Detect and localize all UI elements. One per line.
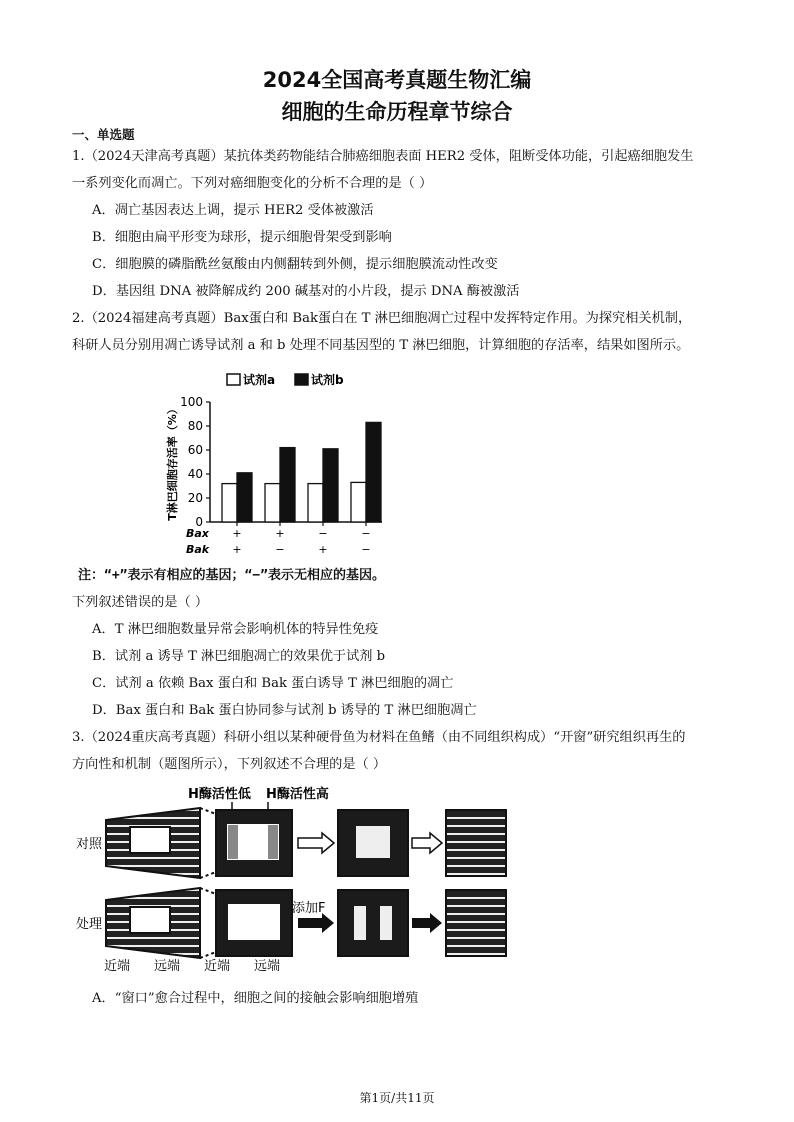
row-label-bax: Bax	[186, 527, 209, 540]
q2-option-b: B．试剂 a 诱导 T 淋巴细胞凋亡的效果优于试剂 b	[92, 649, 386, 664]
treat-healing	[338, 890, 408, 956]
y-tick-label: 40	[187, 467, 203, 481]
bak-genotype-2: −	[275, 543, 285, 556]
legend-label-a: 试剂a	[243, 373, 276, 387]
row-label-treatment: 处理	[76, 917, 103, 932]
bak-genotype-3: +	[318, 543, 328, 556]
q1-option-b: B．细胞由扁平形变为球形，提示细胞骨架受到影响	[92, 230, 392, 245]
section-heading: 一、单选题	[72, 127, 135, 142]
control-window-closeup	[216, 810, 292, 876]
label-far-2: 远端	[254, 959, 281, 974]
q2-chart-note: 注：“+”表示有相应的基因；“−”表示无相应的基因。	[78, 568, 385, 583]
q1-option-c: C．细胞膜的磷脂酰丝氨酸由内侧翻转到外侧，提示细胞膜流动性改变	[92, 257, 498, 272]
q1-option-d: D．基因组 DNA 被降解成约 200 碱基对的小片段，提示 DNA 酶被激活	[92, 284, 520, 299]
bar-b-4	[366, 422, 381, 522]
bak-genotype-1: +	[232, 543, 242, 556]
q3-option-a: A．“窗口”愈合过程中，细胞之间的接触会影响细胞增殖	[92, 991, 419, 1006]
y-tick-label: 20	[187, 491, 203, 505]
y-tick-label: 60	[187, 443, 203, 457]
control-healing	[338, 810, 408, 876]
label-near-2: 近端	[204, 959, 231, 974]
bar-a-4	[351, 482, 366, 522]
y-axis-label: T淋巴细胞存活率（%）	[166, 403, 179, 521]
q2-option-d: D．Bax 蛋白和 Bak 蛋白协同参与试剂 b 诱导的 T 淋巴细胞凋亡	[92, 703, 477, 718]
page-title: 2024全国高考真题生物汇编	[262, 68, 532, 92]
q2-question: 下列叙述错误的是（ ）	[72, 595, 209, 610]
row-label-bak: Bak	[186, 543, 210, 556]
chart-legend	[227, 372, 344, 387]
arrow-treat-1	[298, 913, 334, 933]
treat-window-closeup	[216, 890, 292, 956]
page-subtitle: 细胞的生命历程章节综合	[281, 100, 513, 124]
q1-stem-line1: 1.（2024天津高考真题）某抗体类药物能结合肺癌细胞表面 HER2 受体，阻断受体功能，引起癌细胞发生	[72, 149, 694, 164]
bax-genotype-2: +	[275, 527, 285, 540]
bar-a-3	[308, 484, 323, 522]
arrow-control-1	[298, 833, 334, 853]
bax-genotype-1: +	[232, 527, 242, 540]
y-tick-label: 100	[180, 395, 203, 409]
bak-genotype-4: −	[361, 543, 371, 556]
q2-option-a: A．T 淋巴细胞数量异常会影响机体的特异性免疫	[92, 622, 379, 637]
legend-label-b: 试剂b	[311, 373, 344, 387]
bar-b-3	[323, 449, 338, 522]
y-tick-label: 80	[187, 419, 203, 433]
bar-b-1	[237, 473, 252, 522]
q3-stem-line2: 方向性和机制（题图所示），下列叙述不合理的是（ ）	[72, 757, 387, 772]
q3-stem-line1: 3.（2024重庆高考真题）科研小组以某种硬骨鱼为材料在鱼鳍（由不同组织构成）“开窗”研究组织再生的	[72, 730, 686, 745]
label-h-enzyme-low: H酶活性低	[188, 787, 251, 802]
control-fin-proximal	[106, 808, 200, 878]
bar-a-1	[222, 484, 237, 522]
control-regenerated	[446, 810, 506, 876]
page-footer: 第1页/共11页	[359, 1091, 435, 1105]
bax-genotype-3: −	[318, 527, 328, 540]
q2-stem-line2: 科研人员分别用凋亡诱导试剂 a 和 b 处理不同基因型的 T 淋巴细胞，计算细胞的存活率，结果如图所示。	[72, 338, 690, 353]
fin-regeneration-figure	[70, 780, 510, 975]
q2-stem-line1: 2.（2024福建高考真题）Bax蛋白和 Bak蛋白在 T 淋巴细胞凋亡过程中发挥特定作用。为探究相关机制，	[72, 311, 692, 326]
q1-option-a: A．凋亡基因表达上调，提示 HER2 受体被激活	[92, 203, 374, 218]
label-add-f: 添加F	[292, 901, 326, 916]
row-label-control: 对照	[76, 837, 103, 852]
label-near-1: 近端	[104, 959, 131, 974]
y-tick-label: 0	[195, 515, 203, 529]
bar-b-2	[280, 448, 295, 522]
bax-genotype-4: −	[361, 527, 371, 540]
q2-option-c: C．试剂 a 依赖 Bax 蛋白和 Bak 蛋白诱导 T 淋巴细胞的凋亡	[92, 676, 454, 691]
label-far-1: 远端	[154, 959, 181, 974]
bar-a-2	[265, 484, 280, 522]
legend-swatch-b	[295, 374, 308, 385]
arrow-treat-2	[412, 913, 442, 933]
q1-stem-line2: 一系列变化而凋亡。下列对癌细胞变化的分析不合理的是（ ）	[72, 176, 433, 191]
treat-fin-proximal	[106, 888, 200, 958]
survival-bar-chart	[150, 362, 410, 562]
label-h-enzyme-high: H酶活性高	[266, 787, 329, 802]
legend-swatch-a	[227, 374, 240, 385]
treat-regenerated	[446, 890, 506, 956]
